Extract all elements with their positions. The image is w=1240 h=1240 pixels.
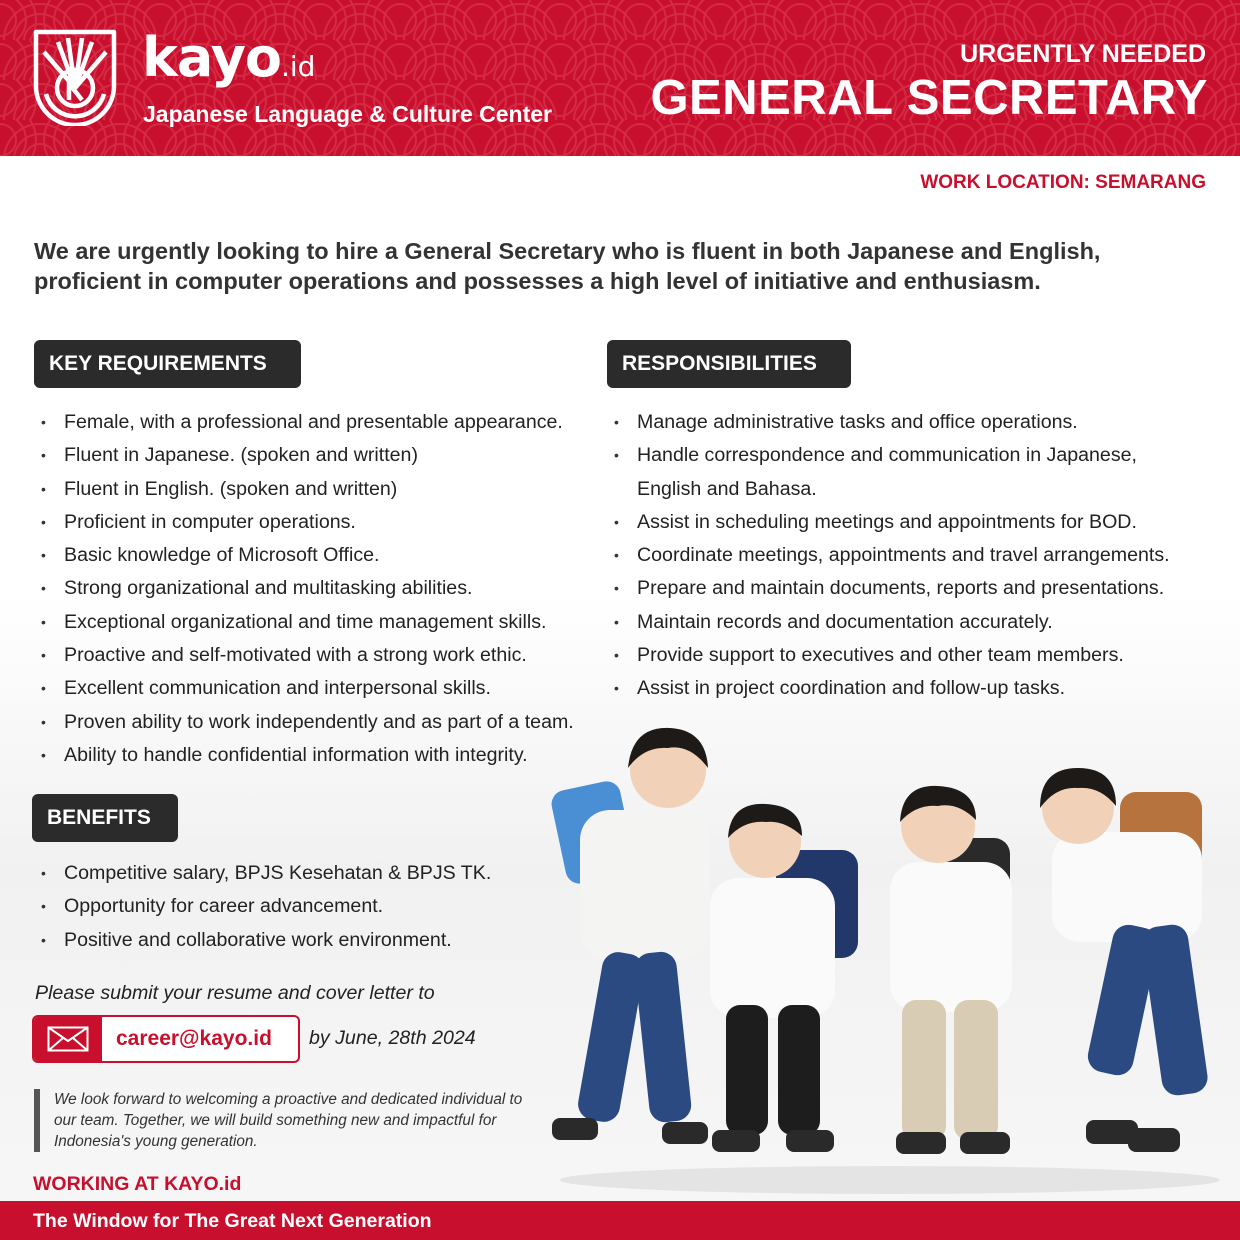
- list-item: • Competitive salary, BPJS Kesehatan & BPJS TK.: [35, 857, 491, 890]
- list-item: • Strong organizational and multitasking abilities.: [35, 572, 574, 605]
- requirements-list: [35, 406, 574, 772]
- list-item: • Assist in scheduling meetings and appointments for BOD.: [608, 506, 1170, 539]
- requirements-heading: KEY REQUIREMENTS: [34, 340, 301, 388]
- job-title: GENERAL SECRETARY: [650, 71, 1208, 125]
- list-item-continuation: English and Bahasa.: [637, 477, 817, 500]
- kayo-logo-icon: [30, 28, 120, 126]
- deadline-text: by June, 28th 2024: [309, 1027, 476, 1049]
- list-item: • Female, with a professional and presentable appearance.: [35, 406, 574, 439]
- benefits-list: [35, 857, 491, 957]
- benefits-heading: BENEFITS: [32, 794, 178, 842]
- email-icon-box: [34, 1017, 102, 1061]
- list-item: • Prepare and maintain documents, reports and presentations.: [608, 572, 1170, 605]
- list-item: • Coordinate meetings, appointments and travel arrangements.: [608, 539, 1170, 572]
- email-address[interactable]: career@kayo.id: [116, 1027, 272, 1050]
- list-item: • Exceptional organizational and time management skills.: [35, 606, 574, 639]
- email-button[interactable]: [32, 1015, 300, 1063]
- closing-quote: We look forward to welcoming a proactive and dedicated individual to our team. Together, we will build something new and impactful for Indonesia's young generation.: [34, 1089, 524, 1152]
- list-item: • Maintain records and documentation accurately.: [608, 606, 1170, 639]
- intro-paragraph: We are urgently looking to hire a General Secretary who is fluent in both Japanese and English, proficient in computer operations and possesses a high level of initiative and enthusiasm.: [34, 238, 1101, 294]
- list-item: • Positive and collaborative work environment.: [35, 924, 491, 957]
- list-item: • Proactive and self-motivated with a strong work ethic.: [35, 639, 574, 672]
- working-at-label: WORKING AT KAYO.id: [33, 1173, 242, 1195]
- child-figure-2: [710, 804, 858, 1152]
- list-item: • Handle correspondence and communication in Japanese,: [608, 439, 1170, 472]
- list-item: • Assist in project coordination and follow-up tasks.: [608, 672, 1170, 705]
- footer-bar: [0, 1201, 1240, 1240]
- header-banner: [0, 0, 1240, 156]
- responsibilities-heading: RESPONSIBILITIES: [607, 340, 851, 388]
- list-item: • Manage administrative tasks and office operations.: [608, 406, 1170, 439]
- work-location: WORK LOCATION: SEMARANG: [920, 172, 1206, 193]
- brand-wordmark: kayo: [142, 26, 281, 89]
- list-item: • Opportunity for career advancement.: [35, 890, 491, 923]
- responsibilities-list: [608, 406, 1170, 706]
- list-item: • Fluent in Japanese. (spoken and written): [35, 439, 574, 472]
- envelope-icon: [47, 1026, 89, 1052]
- list-item: • Provide support to executives and other team members.: [608, 639, 1170, 672]
- list-item: • Fluent in English. (spoken and written): [35, 473, 574, 506]
- list-item: • Proficient in computer operations.: [35, 506, 574, 539]
- list-item: • Proven ability to work independently and as part of a team.: [35, 706, 574, 739]
- brand-tagline: Japanese Language & Culture Center: [143, 101, 552, 127]
- submit-instruction: Please submit your resume and cover letter to: [35, 982, 435, 1004]
- brand-name: [142, 28, 315, 97]
- footer-tagline: The Window for The Great Next Generation: [33, 1210, 432, 1232]
- list-item: • Basic knowledge of Microsoft Office.: [35, 539, 574, 572]
- urgent-label: URGENTLY NEEDED: [960, 40, 1206, 68]
- child-figure-1: [549, 728, 710, 1144]
- list-item: • Ability to handle confidential information with integrity.: [35, 739, 574, 772]
- list-item: • Excellent communication and interpersonal skills.: [35, 672, 574, 705]
- children-photo: [540, 720, 1240, 1200]
- child-figure-4: [1040, 768, 1210, 1152]
- brand-suffix: .id: [281, 50, 316, 83]
- child-figure-3: [890, 786, 1012, 1154]
